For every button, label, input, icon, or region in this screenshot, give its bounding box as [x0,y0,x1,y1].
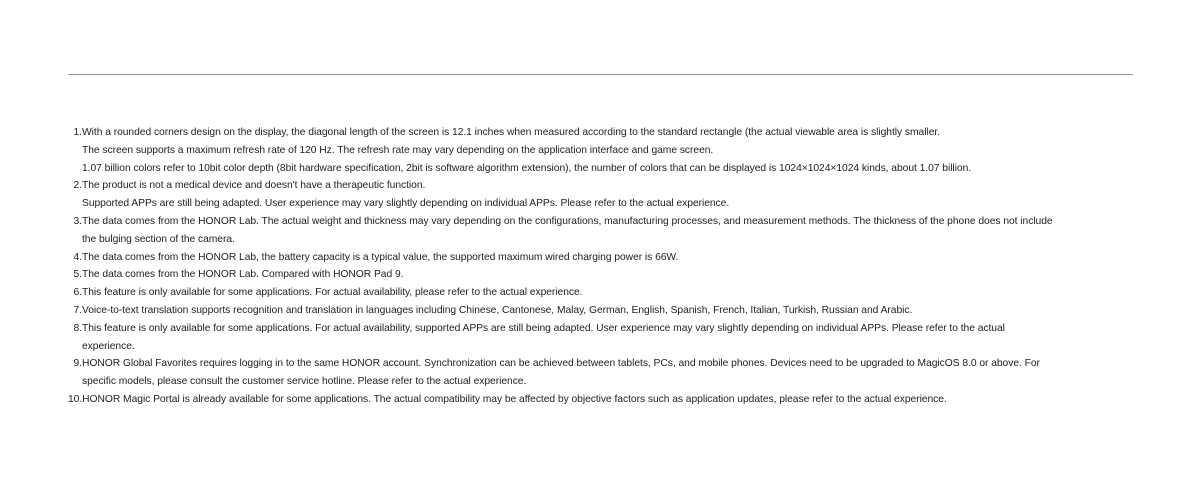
footnote-text [82,266,1138,284]
footnote-item [68,284,1138,302]
footnote-line: HONOR Global Favorites requires logging in to the same HONOR account. Synchronization can be achieved between tablets, PCs, and mobile phones. Devices need to be upgraded to MagicOS 8.0 or above. For [82,358,1040,370]
footnote-text [82,391,1138,409]
footnote-number: 3. [73,215,82,227]
footnote-line: experience. [82,340,135,352]
footnote-text [82,249,1138,267]
footnote-item [68,391,1138,409]
footnote-item [68,355,1138,391]
footnote-number: 10. [68,393,83,405]
footnote-line: The screen supports a maximum refresh rate of 120 Hz. The refresh rate may vary depending on the application interface and game screen. [82,144,714,156]
footnote-text [82,320,1138,356]
footnote-text [82,124,1138,177]
footnote-line: Voice-to-text translation supports recognition and translation in languages including Chinese, Cantonese, Malay, German, English, Spanish, French, Italian, Turkish, Russian and Arabic. [82,304,913,316]
footnote-item [68,302,1138,320]
footnote-text [82,355,1138,391]
footnote-text [82,284,1138,302]
footnote-line: The data comes from the HONOR Lab. The actual weight and thickness may vary depending on the configurations, manufacturing processes, and measurement methods. The thickness of the phone does not include [82,215,1053,227]
footnote-number: 6. [73,287,82,299]
footnote-item [68,177,1138,213]
footnotes-list [68,124,1138,409]
footnote-item [68,320,1138,356]
footnote-number: 2. [73,180,82,192]
footnote-line: 1.07 billion colors refer to 10bit color depth (8bit hardware specification, 2bit is software algorithm extension), the number of colors that can be displayed is 1024×1024×1024 kinds, about 1.07 billion. [82,162,972,174]
footnote-line: This feature is only available for some applications. For actual availability, supported APPs are still being adapted. User experience may vary slightly depending on individual APPs. Please refer to the actual [82,322,1005,334]
footnote-line: The data comes from the HONOR Lab, the battery capacity is a typical value, the supported maximum wired charging power is 66W. [82,251,679,263]
footnote-item [68,249,1138,267]
footnote-line: This feature is only available for some applications. For actual availability, please refer to the actual experience. [82,287,583,299]
footnote-line: The data comes from the HONOR Lab. Compared with HONOR Pad 9. [82,269,404,281]
footnote-line: HONOR Magic Portal is already available for some applications. The actual compatibility may be affected by objective factors such as application updates, please refer to the actual experience. [82,393,947,405]
footnote-line: specific models, please consult the customer service hotline. Please refer to the actual experience. [82,376,527,388]
footnote-text [82,177,1138,213]
footnote-line: The product is not a medical device and doesn't have a therapeutic function. [82,180,426,192]
footnote-line: the bulging section of the camera. [82,233,235,245]
footnote-number: 8. [73,322,82,334]
footnote-item [68,266,1138,284]
footnote-number: 7. [73,304,82,316]
footnote-text [82,302,1138,320]
footnote-line: With a rounded corners design on the display, the diagonal length of the screen is 12.1 inches when measured according to the standard rectangle (the actual viewable area is slightly smaller. [82,127,940,138]
footnote-item [68,124,1138,177]
footnote-line: Supported APPs are still being adapted. User experience may vary slightly depending on individual APPs. Please refer to the actual experience. [82,198,730,210]
footnote-text [82,213,1138,249]
footnote-number: 1. [73,127,82,138]
footnote-number: 4. [73,251,82,263]
section-divider [68,74,1133,75]
footnote-number: 9. [73,358,82,370]
footnote-number: 5. [73,269,82,281]
footnote-item [68,213,1138,249]
